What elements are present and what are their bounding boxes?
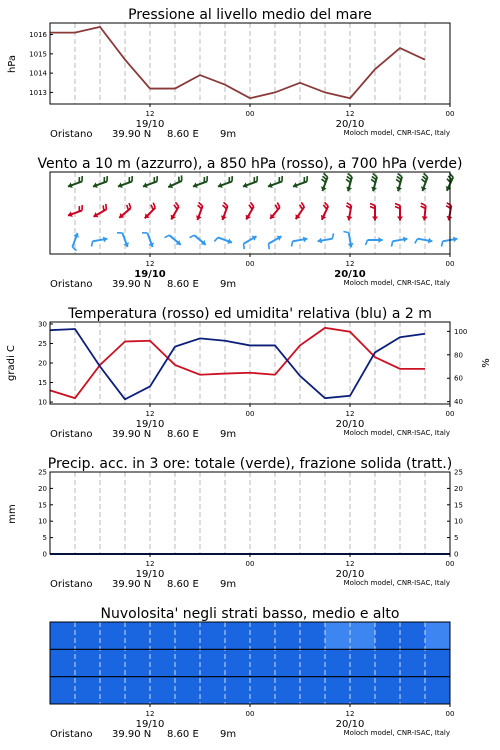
wind-feather bbox=[224, 202, 228, 206]
wind-barb-700 bbox=[346, 174, 352, 192]
cloud-plot bbox=[50, 622, 451, 705]
cloud-cell bbox=[175, 677, 201, 705]
wind-head bbox=[348, 243, 354, 247]
footer-lon: 8.60 E bbox=[167, 129, 199, 140]
y-tick-label: 15 bbox=[38, 379, 47, 388]
y-tick-label: 30 bbox=[38, 320, 47, 329]
date-label: 20/10 bbox=[334, 269, 366, 280]
date-label: 20/10 bbox=[335, 719, 365, 730]
wind-barb-850 bbox=[446, 203, 452, 221]
wind-barb-10m bbox=[366, 237, 383, 245]
x-tick-label: 00 bbox=[445, 260, 455, 268]
cloud-cell bbox=[375, 649, 401, 677]
footer-lat: 39.90 N bbox=[112, 279, 152, 290]
wind-barb-850 bbox=[196, 202, 203, 220]
cloud-cell bbox=[250, 677, 276, 705]
wind-feather bbox=[174, 205, 177, 209]
wind-barb-10m bbox=[92, 236, 108, 246]
footer-credit: Moloch model, CNR-ISAC, Italy bbox=[343, 729, 450, 737]
cloud-cell bbox=[375, 622, 401, 650]
wind-feather bbox=[421, 203, 426, 205]
humidity-ylabel: % bbox=[481, 358, 492, 368]
cloud-cell bbox=[150, 677, 176, 705]
cloud-cell bbox=[125, 677, 151, 705]
wind-feather bbox=[372, 176, 376, 179]
cloud-cell bbox=[300, 677, 326, 705]
wind-feather bbox=[190, 235, 195, 238]
x-tick-label: 12 bbox=[145, 560, 155, 568]
wind-barb-10m bbox=[442, 236, 458, 246]
wind-barb-850 bbox=[321, 202, 328, 220]
cloud-cell bbox=[350, 622, 376, 650]
y-tick-label: 1016 bbox=[29, 31, 47, 40]
cloud-cell bbox=[275, 649, 301, 677]
wind-head bbox=[446, 216, 452, 220]
wind-barb-850 bbox=[221, 202, 228, 220]
footer-lat: 39.90 N bbox=[112, 729, 152, 740]
cloud-cell bbox=[75, 622, 101, 650]
cloud-cell bbox=[125, 622, 151, 650]
x-tick-label: 12 bbox=[345, 710, 355, 718]
x-tick-label: 12 bbox=[345, 260, 355, 268]
wind-barb-700 bbox=[446, 173, 453, 191]
wind-head bbox=[303, 236, 307, 242]
y-tick-label-right: 40 bbox=[454, 398, 463, 407]
temperature-title: Temperatura (rosso) ed umidita' relativa (blu) a 2 m bbox=[68, 306, 432, 322]
cloud-cell bbox=[175, 622, 201, 650]
wind-feather bbox=[442, 241, 443, 246]
x-tick-label: 12 bbox=[345, 410, 355, 418]
pressure-ylabel: hPa bbox=[7, 54, 18, 74]
y-tick-label-right: 100 bbox=[454, 327, 468, 336]
cloud-cell bbox=[425, 677, 451, 705]
x-tick-label: 00 bbox=[445, 410, 455, 418]
y-tick-label: 0 bbox=[42, 550, 47, 559]
x-tick-label: 00 bbox=[245, 560, 255, 568]
wind-feather bbox=[343, 232, 348, 233]
x-tick-label: 12 bbox=[145, 710, 155, 718]
cloud-cell bbox=[325, 677, 351, 705]
wind-barb-850 bbox=[246, 202, 254, 219]
wind-feather bbox=[424, 173, 428, 177]
wind-feather bbox=[199, 202, 203, 206]
wind-feather bbox=[347, 176, 351, 179]
y-tick-label: 25 bbox=[38, 468, 47, 477]
cloud-cell bbox=[250, 622, 276, 650]
wind-head bbox=[372, 217, 378, 221]
x-tick-label: 00 bbox=[245, 110, 255, 118]
cloud-cell bbox=[425, 622, 451, 650]
wind-feather bbox=[127, 205, 129, 210]
wind-title: Vento a 10 m (azzurro), a 850 hPa (rosso), a 700 hPa (verde) bbox=[37, 156, 463, 172]
y-tick-label-right: 15 bbox=[454, 501, 463, 510]
footer-elevation: 9m bbox=[220, 429, 237, 440]
wind-plot bbox=[50, 172, 457, 254]
wind-feather bbox=[103, 205, 104, 210]
y-tick-label: 10 bbox=[38, 398, 47, 407]
cloud-cell bbox=[125, 649, 151, 677]
x-tick-label: 12 bbox=[145, 110, 155, 118]
wind-feather bbox=[292, 241, 293, 246]
wind-feather bbox=[397, 176, 401, 179]
wind-feather bbox=[366, 240, 368, 245]
y-tick-label: 1015 bbox=[29, 50, 47, 59]
wind-barb-10m bbox=[117, 233, 129, 247]
footer-elevation: 9m bbox=[220, 579, 237, 590]
date-label: 20/10 bbox=[335, 419, 365, 430]
x-tick-label: 00 bbox=[445, 560, 455, 568]
wind-barb-850 bbox=[171, 202, 179, 219]
temperature-plot bbox=[38, 320, 467, 406]
pressure-line bbox=[50, 27, 425, 98]
wind-feather bbox=[301, 202, 304, 207]
wind-barb-700 bbox=[396, 174, 402, 192]
y-tick-label-right: 60 bbox=[454, 374, 463, 383]
wind-feather bbox=[324, 173, 328, 177]
cloud-cell bbox=[325, 649, 351, 677]
footer-lon: 8.60 E bbox=[167, 579, 199, 590]
wind-barb-10m bbox=[190, 235, 206, 245]
date-label: 20/10 bbox=[335, 119, 365, 130]
x-tick-label: 12 bbox=[145, 410, 155, 418]
cloud-cell bbox=[225, 649, 251, 677]
wind-barb-10m bbox=[415, 238, 433, 244]
date-label: 19/10 bbox=[135, 419, 165, 430]
date-label: 20/10 bbox=[335, 569, 365, 580]
wind-barb-850 bbox=[370, 204, 378, 221]
wind-head bbox=[103, 236, 107, 242]
cloud-cell bbox=[200, 649, 226, 677]
cloud-cell bbox=[200, 622, 226, 650]
precip-ylabel: mm bbox=[7, 504, 18, 524]
cloud-cell bbox=[425, 649, 451, 677]
wind-barb-10m bbox=[292, 236, 308, 246]
cloud-cell bbox=[325, 622, 351, 650]
date-label: 19/10 bbox=[135, 569, 165, 580]
cloud-cell bbox=[100, 677, 126, 705]
precip-title: Precip. acc. in 3 ore: totale (verde), frazione solida (tratt.) bbox=[47, 456, 453, 472]
wind-feather bbox=[250, 202, 253, 206]
x-tick-label: 00 bbox=[445, 710, 455, 718]
y-tick-label: 1013 bbox=[29, 88, 47, 97]
wind-feather bbox=[214, 237, 218, 241]
wind-head bbox=[346, 216, 352, 220]
wind-feather bbox=[332, 233, 333, 238]
cloud-cell bbox=[400, 677, 426, 705]
cloud-cell bbox=[100, 649, 126, 677]
cloud-cell bbox=[100, 622, 126, 650]
cloud-cell bbox=[50, 622, 76, 650]
wind-feather bbox=[92, 241, 93, 246]
wind-barb-850 bbox=[395, 204, 403, 221]
cloud-cell bbox=[275, 677, 301, 705]
date-label: 19/10 bbox=[135, 719, 165, 730]
cloud-cell bbox=[50, 677, 76, 705]
cloud-cell bbox=[300, 649, 326, 677]
y-tick-label: 20 bbox=[38, 359, 47, 368]
wind-head bbox=[403, 236, 407, 242]
footer-lon: 8.60 E bbox=[167, 279, 199, 290]
wind-feather bbox=[72, 247, 76, 251]
wind-feather bbox=[153, 203, 155, 208]
y-tick-label-right: 25 bbox=[454, 468, 463, 477]
wind-head bbox=[397, 217, 403, 221]
cloud-cell bbox=[400, 649, 426, 677]
y-tick-label: 10 bbox=[38, 517, 47, 526]
wind-head bbox=[318, 238, 322, 244]
footer-lon: 8.60 E bbox=[167, 429, 199, 440]
y-tick-label-right: 10 bbox=[454, 517, 463, 526]
footer-credit: Moloch model, CNR-ISAC, Italy bbox=[343, 129, 450, 137]
wind-head bbox=[453, 236, 457, 242]
footer-station: Oristano bbox=[50, 729, 93, 740]
cloud-cell bbox=[225, 622, 251, 650]
x-tick-label: 12 bbox=[345, 560, 355, 568]
wind-feather bbox=[415, 239, 418, 244]
cloud-cell bbox=[150, 649, 176, 677]
x-tick-label: 00 bbox=[245, 260, 255, 268]
y-tick-label-right: 20 bbox=[454, 484, 463, 493]
footer-elevation: 9m bbox=[220, 279, 237, 290]
wind-barb-700 bbox=[421, 173, 428, 191]
y-tick-label: 1014 bbox=[29, 69, 47, 78]
footer-station: Oristano bbox=[50, 429, 93, 440]
cloud-cell bbox=[250, 649, 276, 677]
wind-feather bbox=[151, 205, 153, 210]
wind-feather bbox=[106, 204, 107, 209]
pressure-title: Pressione al livello medio del mare bbox=[128, 7, 372, 23]
wind-barb-10m bbox=[318, 233, 334, 243]
y-tick-label-right: 80 bbox=[454, 351, 463, 360]
footer-lat: 39.90 N bbox=[112, 429, 152, 440]
cloud-cell bbox=[50, 649, 76, 677]
footer-lon: 8.60 E bbox=[167, 729, 199, 740]
wind-feather bbox=[370, 204, 375, 206]
pressure-plot bbox=[29, 23, 450, 104]
x-tick-label: 12 bbox=[145, 260, 155, 268]
wind-barb-700 bbox=[371, 174, 377, 192]
y-tick-label: 5 bbox=[42, 534, 47, 543]
wind-barb-10m bbox=[214, 237, 232, 244]
y-tick-label: 20 bbox=[38, 484, 47, 493]
precip-plot bbox=[38, 469, 463, 559]
cloud-cell bbox=[300, 622, 326, 650]
x-tick-label: 00 bbox=[445, 110, 455, 118]
cloud-cell bbox=[350, 649, 376, 677]
cloud-cell bbox=[275, 622, 301, 650]
cloud-cell bbox=[175, 649, 201, 677]
wind-feather bbox=[175, 202, 178, 206]
footer-credit: Moloch model, CNR-ISAC, Italy bbox=[343, 429, 450, 437]
humidity-line bbox=[50, 329, 425, 399]
y-tick-label: 25 bbox=[38, 339, 47, 348]
cloud-cell bbox=[225, 677, 251, 705]
wind-head bbox=[379, 237, 383, 243]
wind-feather bbox=[395, 204, 400, 206]
cloud-cell bbox=[200, 677, 226, 705]
cloud-title: Nuvolosita' negli strati basso, medio e alto bbox=[100, 606, 400, 622]
cloud-cell bbox=[75, 677, 101, 705]
cloud-cell bbox=[150, 622, 176, 650]
wind-barb-850 bbox=[346, 203, 352, 221]
wind-feather bbox=[129, 203, 131, 208]
wind-feather bbox=[347, 203, 352, 206]
footer-credit: Moloch model, CNR-ISAC, Italy bbox=[343, 279, 450, 287]
footer-elevation: 9m bbox=[220, 129, 237, 140]
cloud-cell bbox=[375, 677, 401, 705]
x-tick-label: 00 bbox=[245, 710, 255, 718]
wind-feather bbox=[275, 205, 278, 210]
wind-barb-850 bbox=[421, 203, 428, 220]
footer-lat: 39.90 N bbox=[112, 129, 152, 140]
cloud-cell bbox=[75, 649, 101, 677]
footer-credit: Moloch model, CNR-ISAC, Italy bbox=[343, 579, 450, 587]
wind-barb-700 bbox=[321, 173, 328, 191]
wind-feather bbox=[165, 235, 170, 238]
wind-feather bbox=[392, 241, 393, 246]
y-tick-label-right: 5 bbox=[454, 534, 459, 543]
date-label: 19/10 bbox=[135, 119, 165, 130]
footer-lat: 39.90 N bbox=[112, 579, 152, 590]
cloud-cell bbox=[400, 622, 426, 650]
wind-feather bbox=[447, 203, 452, 206]
y-tick-label-right: 0 bbox=[454, 550, 459, 559]
wind-barb-10m bbox=[142, 233, 154, 247]
wind-barb-10m bbox=[392, 236, 408, 246]
temperature-ylabel: gradi C bbox=[6, 345, 17, 381]
wind-barb-10m bbox=[165, 235, 181, 245]
wind-feather bbox=[269, 244, 270, 249]
date-label: 19/10 bbox=[134, 269, 166, 280]
wind-head bbox=[428, 238, 432, 244]
cloud-cell bbox=[350, 677, 376, 705]
footer-station: Oristano bbox=[50, 279, 93, 290]
footer-elevation: 9m bbox=[220, 729, 237, 740]
footer-station: Oristano bbox=[50, 579, 93, 590]
wind-barb-10m bbox=[72, 233, 79, 251]
y-tick-label: 15 bbox=[38, 501, 47, 510]
wind-feather bbox=[244, 244, 245, 249]
x-tick-label: 00 bbox=[245, 410, 255, 418]
wind-head bbox=[422, 216, 428, 220]
wind-feather bbox=[277, 203, 280, 208]
wind-barb-10m bbox=[343, 232, 353, 248]
x-tick-label: 12 bbox=[345, 110, 355, 118]
wind-feather bbox=[249, 205, 252, 209]
footer-station: Oristano bbox=[50, 129, 93, 140]
